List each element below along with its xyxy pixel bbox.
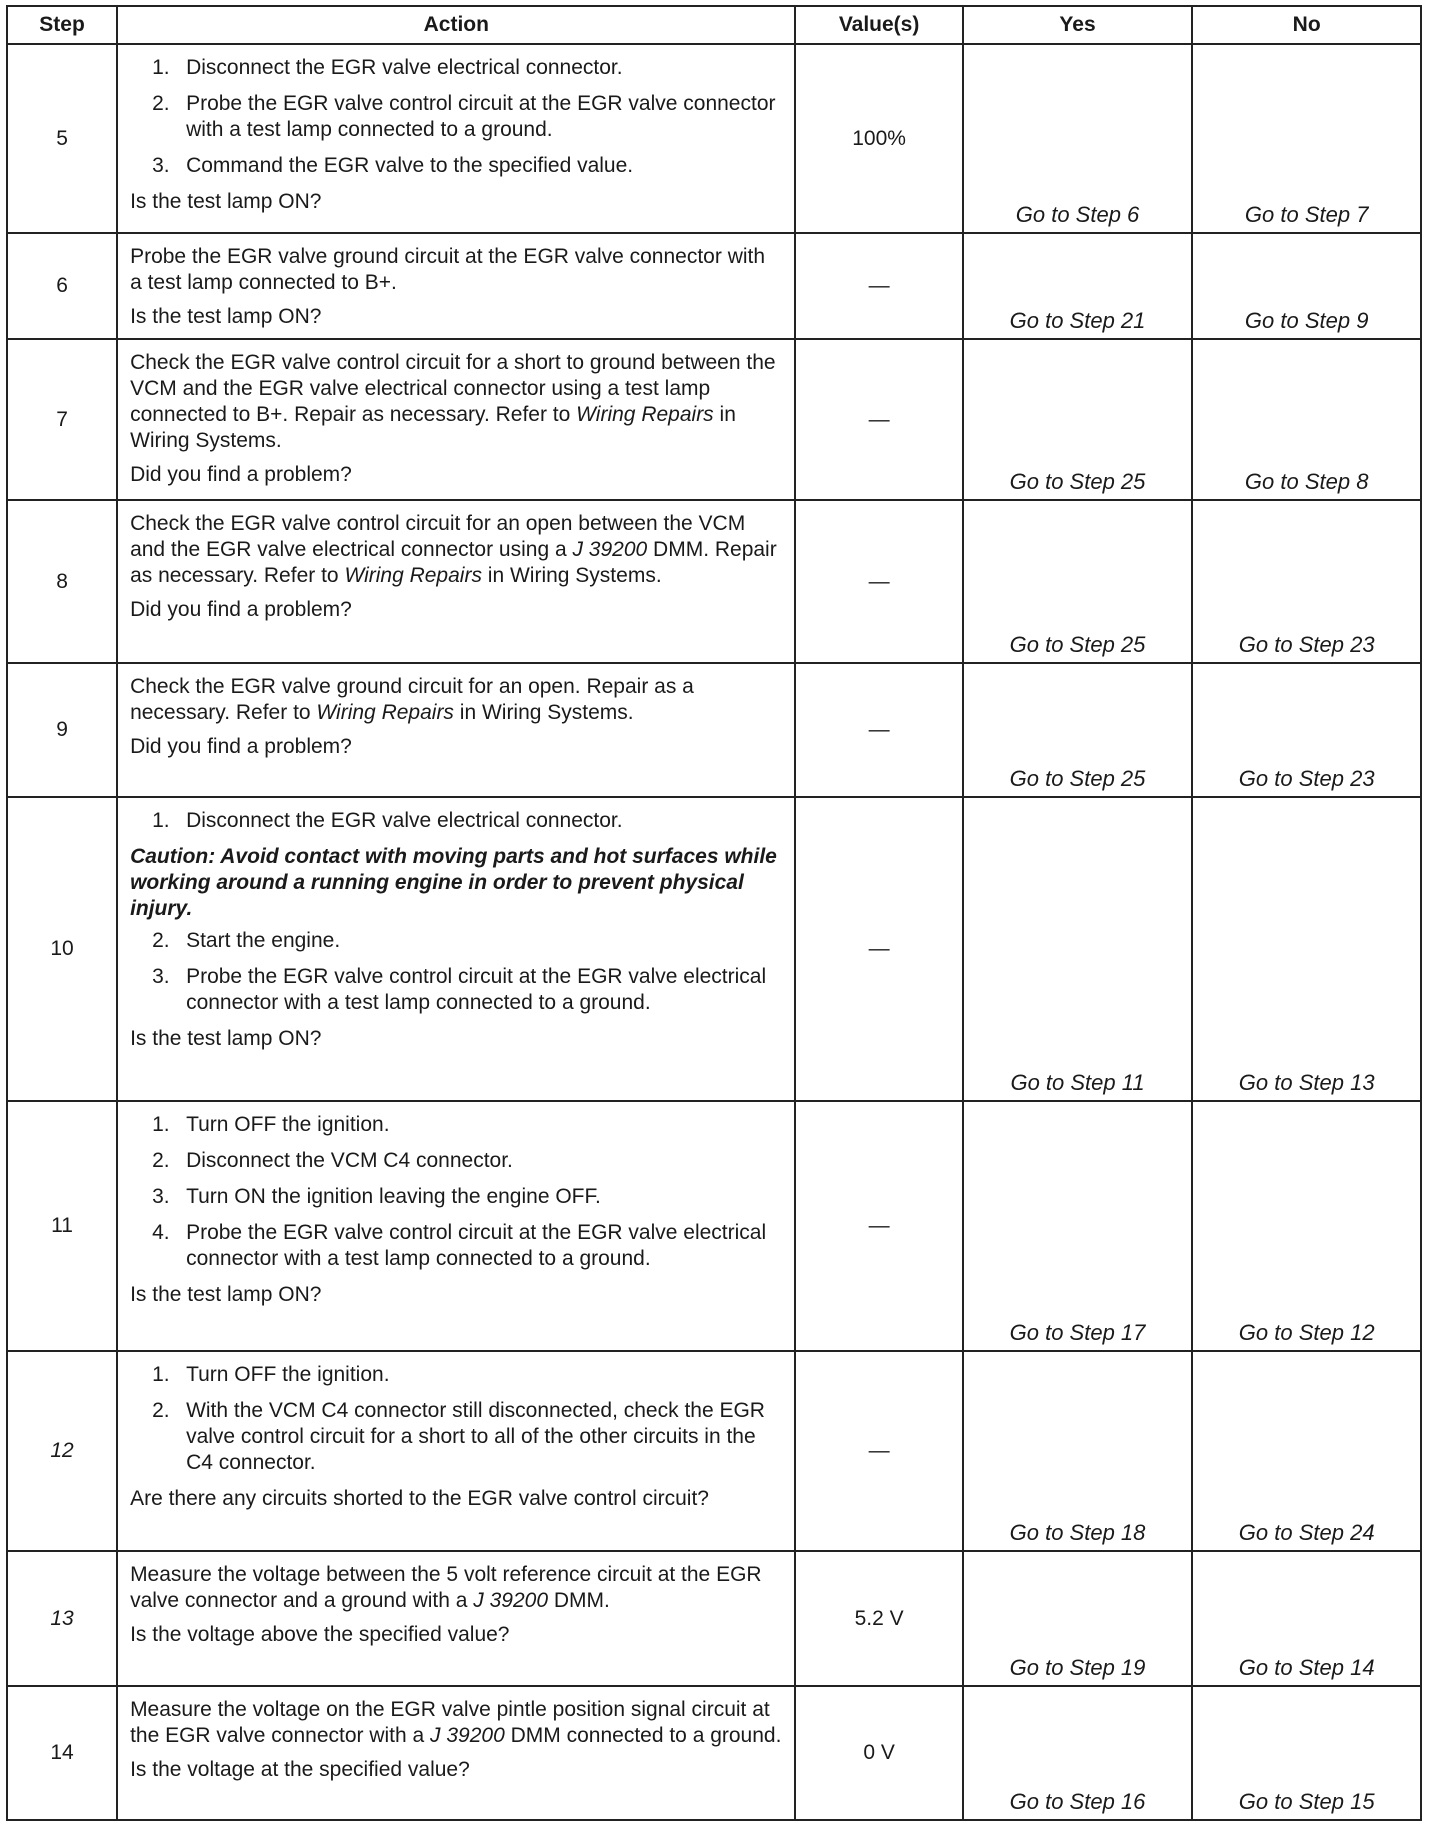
- yes-link: Go to Step 11: [963, 797, 1193, 1101]
- header-values: Value(s): [795, 6, 962, 44]
- no-link: Go to Step 23: [1192, 500, 1421, 663]
- action-text: Check the EGR valve ground circuit for an open. Repair as a necessary. Refer to Wiring Repairs in Wiring Systems.: [130, 675, 694, 724]
- header-step: Step: [7, 6, 117, 44]
- value-cell: —: [795, 663, 962, 797]
- yes-link: Go to Step 25: [963, 663, 1193, 797]
- step-number: 14: [7, 1686, 117, 1820]
- step-number: 7: [7, 339, 117, 500]
- action-cell: [117, 1101, 795, 1351]
- no-link: Go to Step 12: [1192, 1101, 1421, 1351]
- table-row: [7, 339, 1421, 500]
- action-step: 4. Probe the EGR valve control circuit at the EGR valve electrical connector with a test lamp connected to a ground.: [152, 1221, 767, 1270]
- action-question: Did you find a problem?: [130, 735, 352, 758]
- no-link: Go to Step 8: [1192, 339, 1421, 500]
- action-cell: [117, 1351, 795, 1551]
- step-number: 12: [7, 1351, 117, 1551]
- action-question: Is the test lamp ON?: [130, 1283, 322, 1306]
- action-question: Is the test lamp ON?: [130, 190, 322, 213]
- action-question: Is the voltage at the specified value?: [130, 1758, 470, 1781]
- table-row: [7, 233, 1421, 339]
- yes-link: Go to Step 19: [963, 1551, 1193, 1686]
- value-cell: —: [795, 339, 962, 500]
- action-steps: [130, 1112, 782, 1272]
- action-cell: [117, 663, 795, 797]
- action-step: 1. Disconnect the EGR valve electrical connector.: [152, 809, 623, 832]
- value-cell: —: [795, 1101, 962, 1351]
- value-cell: 0 V: [795, 1686, 962, 1820]
- step-number: 8: [7, 500, 117, 663]
- table-row: [7, 663, 1421, 797]
- step-number: 9: [7, 663, 117, 797]
- action-question: Is the test lamp ON?: [130, 305, 322, 328]
- action-cell: [117, 1551, 795, 1686]
- action-text: Check the EGR valve control circuit for an open between the VCM and the EGR valve electrical connector using a J 39200 DMM. Repair as necessary. Refer to Wiring Repairs in Wiring Systems.: [130, 512, 777, 587]
- no-link: Go to Step 24: [1192, 1351, 1421, 1551]
- action-steps: [130, 928, 782, 1016]
- value-cell: 100%: [795, 44, 962, 233]
- action-step: 1. Turn OFF the ignition.: [152, 1113, 390, 1136]
- action-step: 3. Turn ON the ignition leaving the engine OFF.: [152, 1185, 601, 1208]
- value-cell: —: [795, 233, 962, 339]
- action-cell: [117, 797, 795, 1101]
- action-step: 2. Start the engine.: [152, 929, 341, 952]
- no-link: Go to Step 9: [1192, 233, 1421, 339]
- header-no: No: [1192, 6, 1421, 44]
- action-cell: [117, 233, 795, 339]
- value-cell: 5.2 V: [795, 1551, 962, 1686]
- no-link: Go to Step 7: [1192, 44, 1421, 233]
- table-row: [7, 1351, 1421, 1551]
- no-link: Go to Step 15: [1192, 1686, 1421, 1820]
- yes-link: Go to Step 18: [963, 1351, 1193, 1551]
- action-cell: [117, 44, 795, 233]
- action-text: Measure the voltage on the EGR valve pintle position signal circuit at the EGR valve connector with a J 39200 DMM connected to a ground.: [130, 1698, 782, 1747]
- diagnostic-table: [6, 5, 1422, 1821]
- yes-link: Go to Step 17: [963, 1101, 1193, 1351]
- value-cell: —: [795, 797, 962, 1101]
- step-number: 10: [7, 797, 117, 1101]
- table-row: [7, 1686, 1421, 1820]
- action-question: Did you find a problem?: [130, 598, 352, 621]
- action-step: 3. Command the EGR valve to the specified value.: [152, 154, 634, 177]
- diagnostic-table-page: [6, 5, 1422, 1821]
- action-step: 2. Disconnect the VCM C4 connector.: [152, 1149, 513, 1172]
- action-question: Is the test lamp ON?: [130, 1027, 322, 1050]
- value-cell: —: [795, 1351, 962, 1551]
- action-step: 1. Turn OFF the ignition.: [152, 1363, 390, 1386]
- action-text: Check the EGR valve control circuit for a short to ground between the VCM and the EGR valve electrical connector using a test lamp connected to B+. Repair as necessary. Refer to Wiring Repairs in Wiring Systems.: [130, 351, 776, 452]
- action-cell: [117, 500, 795, 663]
- action-step: 3. Probe the EGR valve control circuit at the EGR valve electrical connector with a test lamp connected to a ground.: [152, 965, 767, 1014]
- table-row: [7, 44, 1421, 233]
- action-question: Is the voltage above the specified value?: [130, 1623, 510, 1646]
- action-cell: [117, 1686, 795, 1820]
- action-step: 1. Disconnect the EGR valve electrical connector.: [152, 56, 623, 79]
- header-yes: Yes: [963, 6, 1193, 44]
- step-number: 11: [7, 1101, 117, 1351]
- no-link: Go to Step 23: [1192, 663, 1421, 797]
- step-number: 13: [7, 1551, 117, 1686]
- table-row: [7, 797, 1421, 1101]
- yes-link: Go to Step 25: [963, 500, 1193, 663]
- header-row: [7, 6, 1421, 44]
- yes-link: Go to Step 21: [963, 233, 1193, 339]
- yes-link: Go to Step 16: [963, 1686, 1193, 1820]
- header-action: Action: [117, 6, 795, 44]
- no-link: Go to Step 13: [1192, 797, 1421, 1101]
- table-row: [7, 500, 1421, 663]
- step-number: 6: [7, 233, 117, 339]
- action-question: Are there any circuits shorted to the EGR valve control circuit?: [130, 1487, 709, 1510]
- value-cell: —: [795, 500, 962, 663]
- caution-note: Caution: Avoid contact with moving parts and hot surfaces while working around a running engine in order to prevent physical injury.: [130, 845, 777, 920]
- action-steps: [130, 55, 782, 179]
- action-question: Did you find a problem?: [130, 463, 352, 486]
- action-text: Probe the EGR valve ground circuit at the EGR valve connector with a test lamp connected to B+.: [130, 245, 766, 294]
- action-steps: [130, 1362, 782, 1476]
- action-cell: [117, 339, 795, 500]
- table-row: [7, 1551, 1421, 1686]
- step-number: 5: [7, 44, 117, 233]
- action-step: 2. With the VCM C4 connector still disconnected, check the EGR valve control circuit for a short to all of the other circuits in the C4 connector.: [152, 1399, 765, 1474]
- no-link: Go to Step 14: [1192, 1551, 1421, 1686]
- action-steps: [130, 808, 782, 834]
- action-step: 2. Probe the EGR valve control circuit at the EGR valve connector with a test lamp connected to a ground.: [152, 92, 776, 141]
- yes-link: Go to Step 6: [963, 44, 1193, 233]
- table-row: [7, 1101, 1421, 1351]
- action-text: Measure the voltage between the 5 volt reference circuit at the EGR valve connector and a ground with a J 39200 DMM.: [130, 1563, 762, 1612]
- yes-link: Go to Step 25: [963, 339, 1193, 500]
